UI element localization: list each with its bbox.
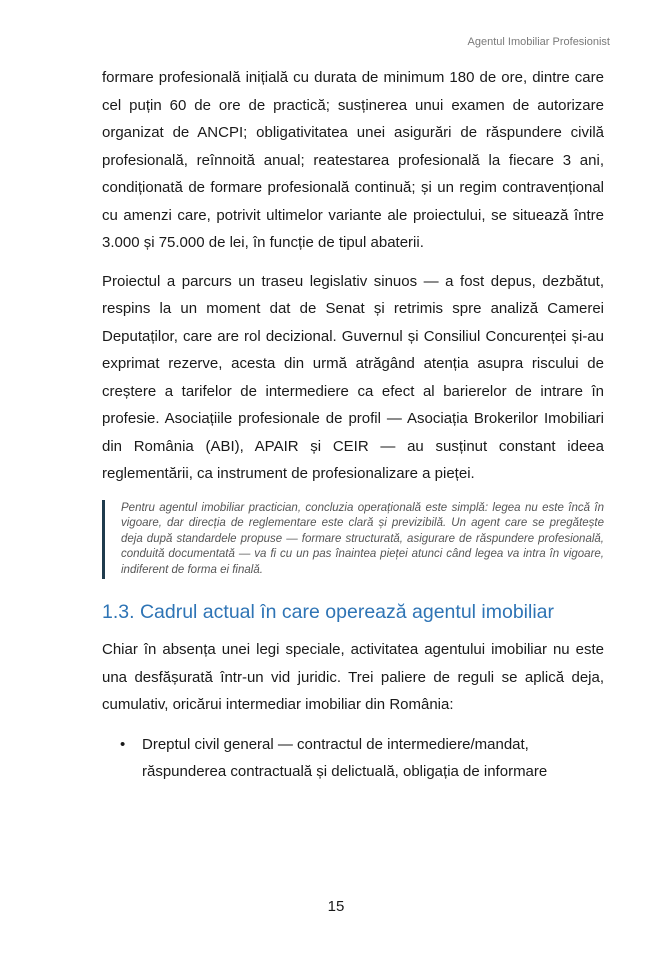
- callout-box: [102, 500, 604, 580]
- callout-text: Pentru agentul imobiliar practician, concluzia operațională este simplă: legea nu este încă în vigoare, dar direcția de reglementare este clară și previzibilă. Un agent care se pregătește deja după standardele propuse — formare structurată, asigurare de răspundere profesională, conduită documentată — va fi cu un pas înaintea pieței atunci când legea va intra în vigoare, indiferent de forma ei finală.: [121, 501, 604, 576]
- running-header: Agentul Imobiliar Profesionist: [467, 36, 610, 48]
- page-body: [102, 64, 604, 786]
- paragraph-continuation: formare profesională inițială cu durata de minimum 180 de ore, dintre care cel puțin 60 de ore de practică; susținerea unui examen de autorizare organizat de ANCPI; obligativitatea unei asigurări de răspundere civilă profesională, reînnoită anual; reatestarea profesională la fiecare 3 ani, condiționată de formare profesională continuă; și un regim contravențional cu amenzi care, potrivit ultimelor variante ale proiectului, se situează între 3.000 și 75.000 de lei, în funcție de tipul abaterii.: [102, 69, 604, 251]
- list-item: [102, 731, 604, 786]
- list-item-line: răspunderea contractuală și delictuală, obligația de informare: [142, 763, 548, 781]
- bullet-list: [102, 731, 604, 786]
- paragraph-legislative-path: Proiectul a parcurs un traseu legislativ sinuos — a fost depus, dezbătut, respins la un moment dat de Senat și retrimis spre analiză Camerei Deputaților, care are rol decizional. Guvernul și Consiliul Concurenței și-au exprimat rezerve, acesta din urmă atrăgând atenția asupra riscului de creștere a tarifelor de intermediere ca efect al barierelor de intrare în profesie. Asociațiile profesionale de profil — Asociația Brokerilor Imobiliari din România (ABI), APAIR și CEIR — au susținut constant ideea reglementării, ca instrument de profesionalizare a pieței.: [102, 272, 604, 482]
- list-item-line: Dreptul civil general — contractul de intermediere/mandat,: [142, 735, 529, 753]
- bullet-icon: •: [120, 735, 126, 753]
- section-intro-paragraph: Chiar în absența unei legi speciale, activitatea agentului imobiliar nu este una desfășurată într-un vid juridic. Trei paliere de reguli se aplică deja, cumulativ, oricărui intermediar imobiliar din România:: [102, 641, 604, 714]
- page-number: 15: [327, 898, 345, 915]
- section-heading: 1.3. Cadrul actual în care operează agentul imobiliar: [102, 601, 555, 624]
